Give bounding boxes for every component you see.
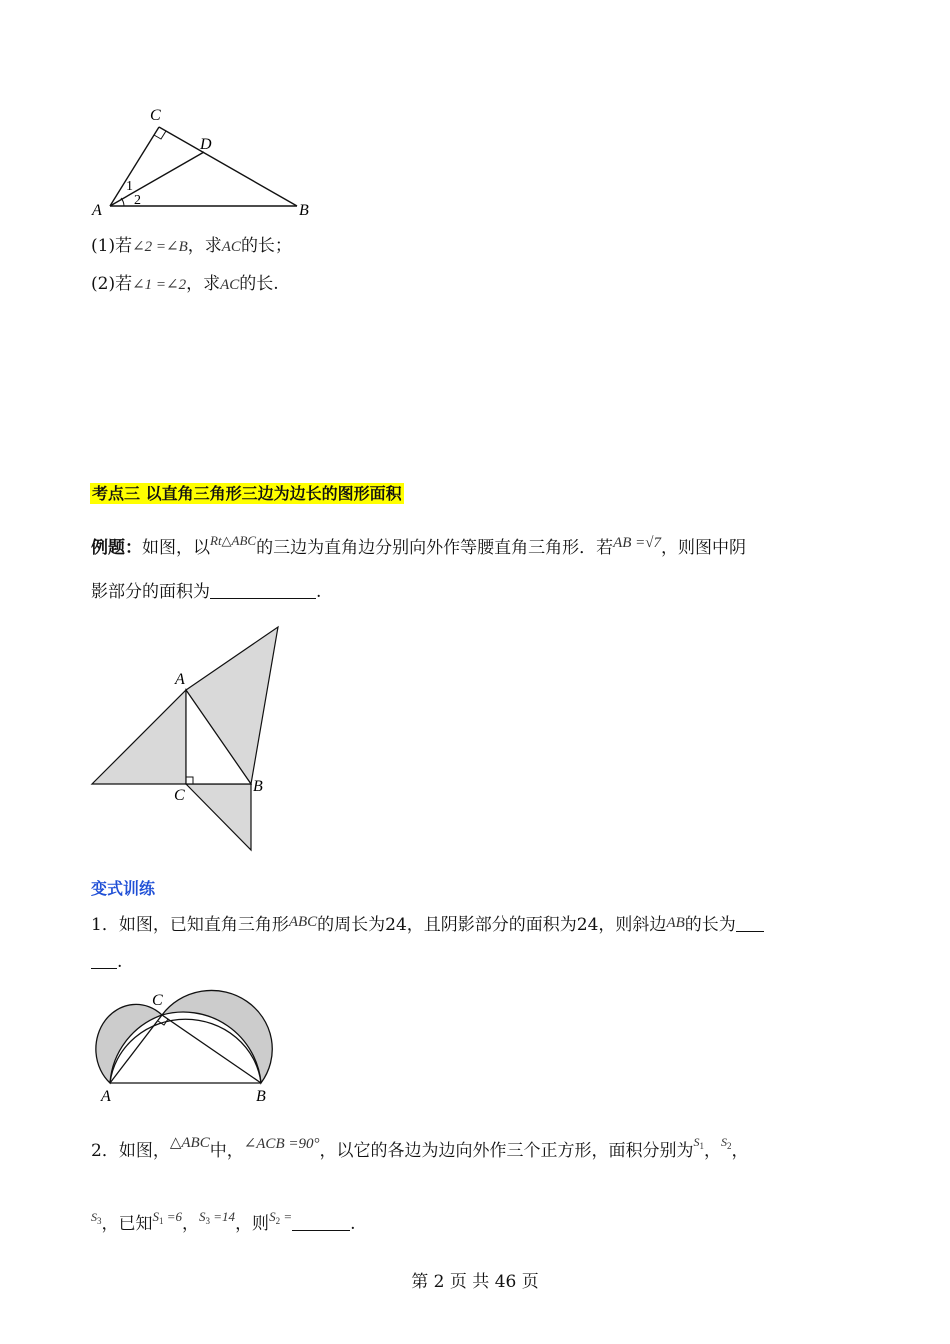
variants-heading xyxy=(91,876,155,899)
problem-2-line-1: 2．如图，△ABC中，∠ACB =90°，以它的各边为边向外作三个正方形，面积分别为$^{S_1}$，$^{S_2}$， xyxy=(91,1135,749,1161)
figure-isosceles-triangles xyxy=(88,620,288,855)
label-b: B xyxy=(256,1088,266,1105)
figure-semicircles xyxy=(88,985,278,1105)
page-number: 第 2 页 共 46 页 xyxy=(411,1272,539,1292)
label-a: A xyxy=(175,671,185,688)
section-3-heading xyxy=(90,481,404,504)
label-a: A xyxy=(92,202,102,219)
label-angle-1: 1 xyxy=(126,179,133,194)
answer-blank xyxy=(292,1214,350,1231)
label-b: B xyxy=(299,202,309,219)
example-line-2: 影部分的面积为 . xyxy=(91,582,322,602)
problem-2-line-2: $^{S_3}$，已知$^{S_1 =6}$，$^{S_3 =14}$，则$^{S_2 =}$ . xyxy=(91,1209,356,1234)
answer-blank xyxy=(210,582,316,599)
label-d: D xyxy=(200,136,212,153)
section-3-title: 考点三 以直角三角形三边为边长的图形面积 xyxy=(92,484,402,503)
problem-1-line-1: 1．如图，已知直角三角形ABC的周长为24，且阴影部分的面积为24，则斜边AB的长为 xyxy=(91,911,764,936)
label-c: C xyxy=(152,992,163,1009)
question-2: (2)若∠1 =∠2，求AC的长. xyxy=(91,274,279,294)
problem-1-line-2: . xyxy=(91,951,122,973)
shaded-triangle-left xyxy=(92,690,186,784)
shaded-triangle-bottom xyxy=(186,784,251,850)
variants-title: 变式训练 xyxy=(91,879,156,898)
label-b: B xyxy=(253,778,263,795)
page-footer xyxy=(0,1267,950,1292)
answer-blank-1 xyxy=(736,915,764,932)
label-a: A xyxy=(101,1088,111,1105)
segment-ad xyxy=(110,152,204,206)
example-label: 例题： xyxy=(91,538,142,558)
answer-blank-2 xyxy=(91,952,117,969)
figure-triangle-acd xyxy=(88,100,328,225)
example-line-1: 例题：如图，以$^{Rt\triangle ABC}$的三边为直角边分别向外作等腰直角三角形．若AB =√7，则图中阴 xyxy=(91,533,747,558)
question-1: (1)若∠2 =∠B，求AC的长； xyxy=(91,236,292,256)
label-c: C xyxy=(150,107,161,124)
lune-right xyxy=(162,990,272,1083)
label-c: C xyxy=(174,787,185,804)
label-angle-2: 2 xyxy=(134,193,141,208)
